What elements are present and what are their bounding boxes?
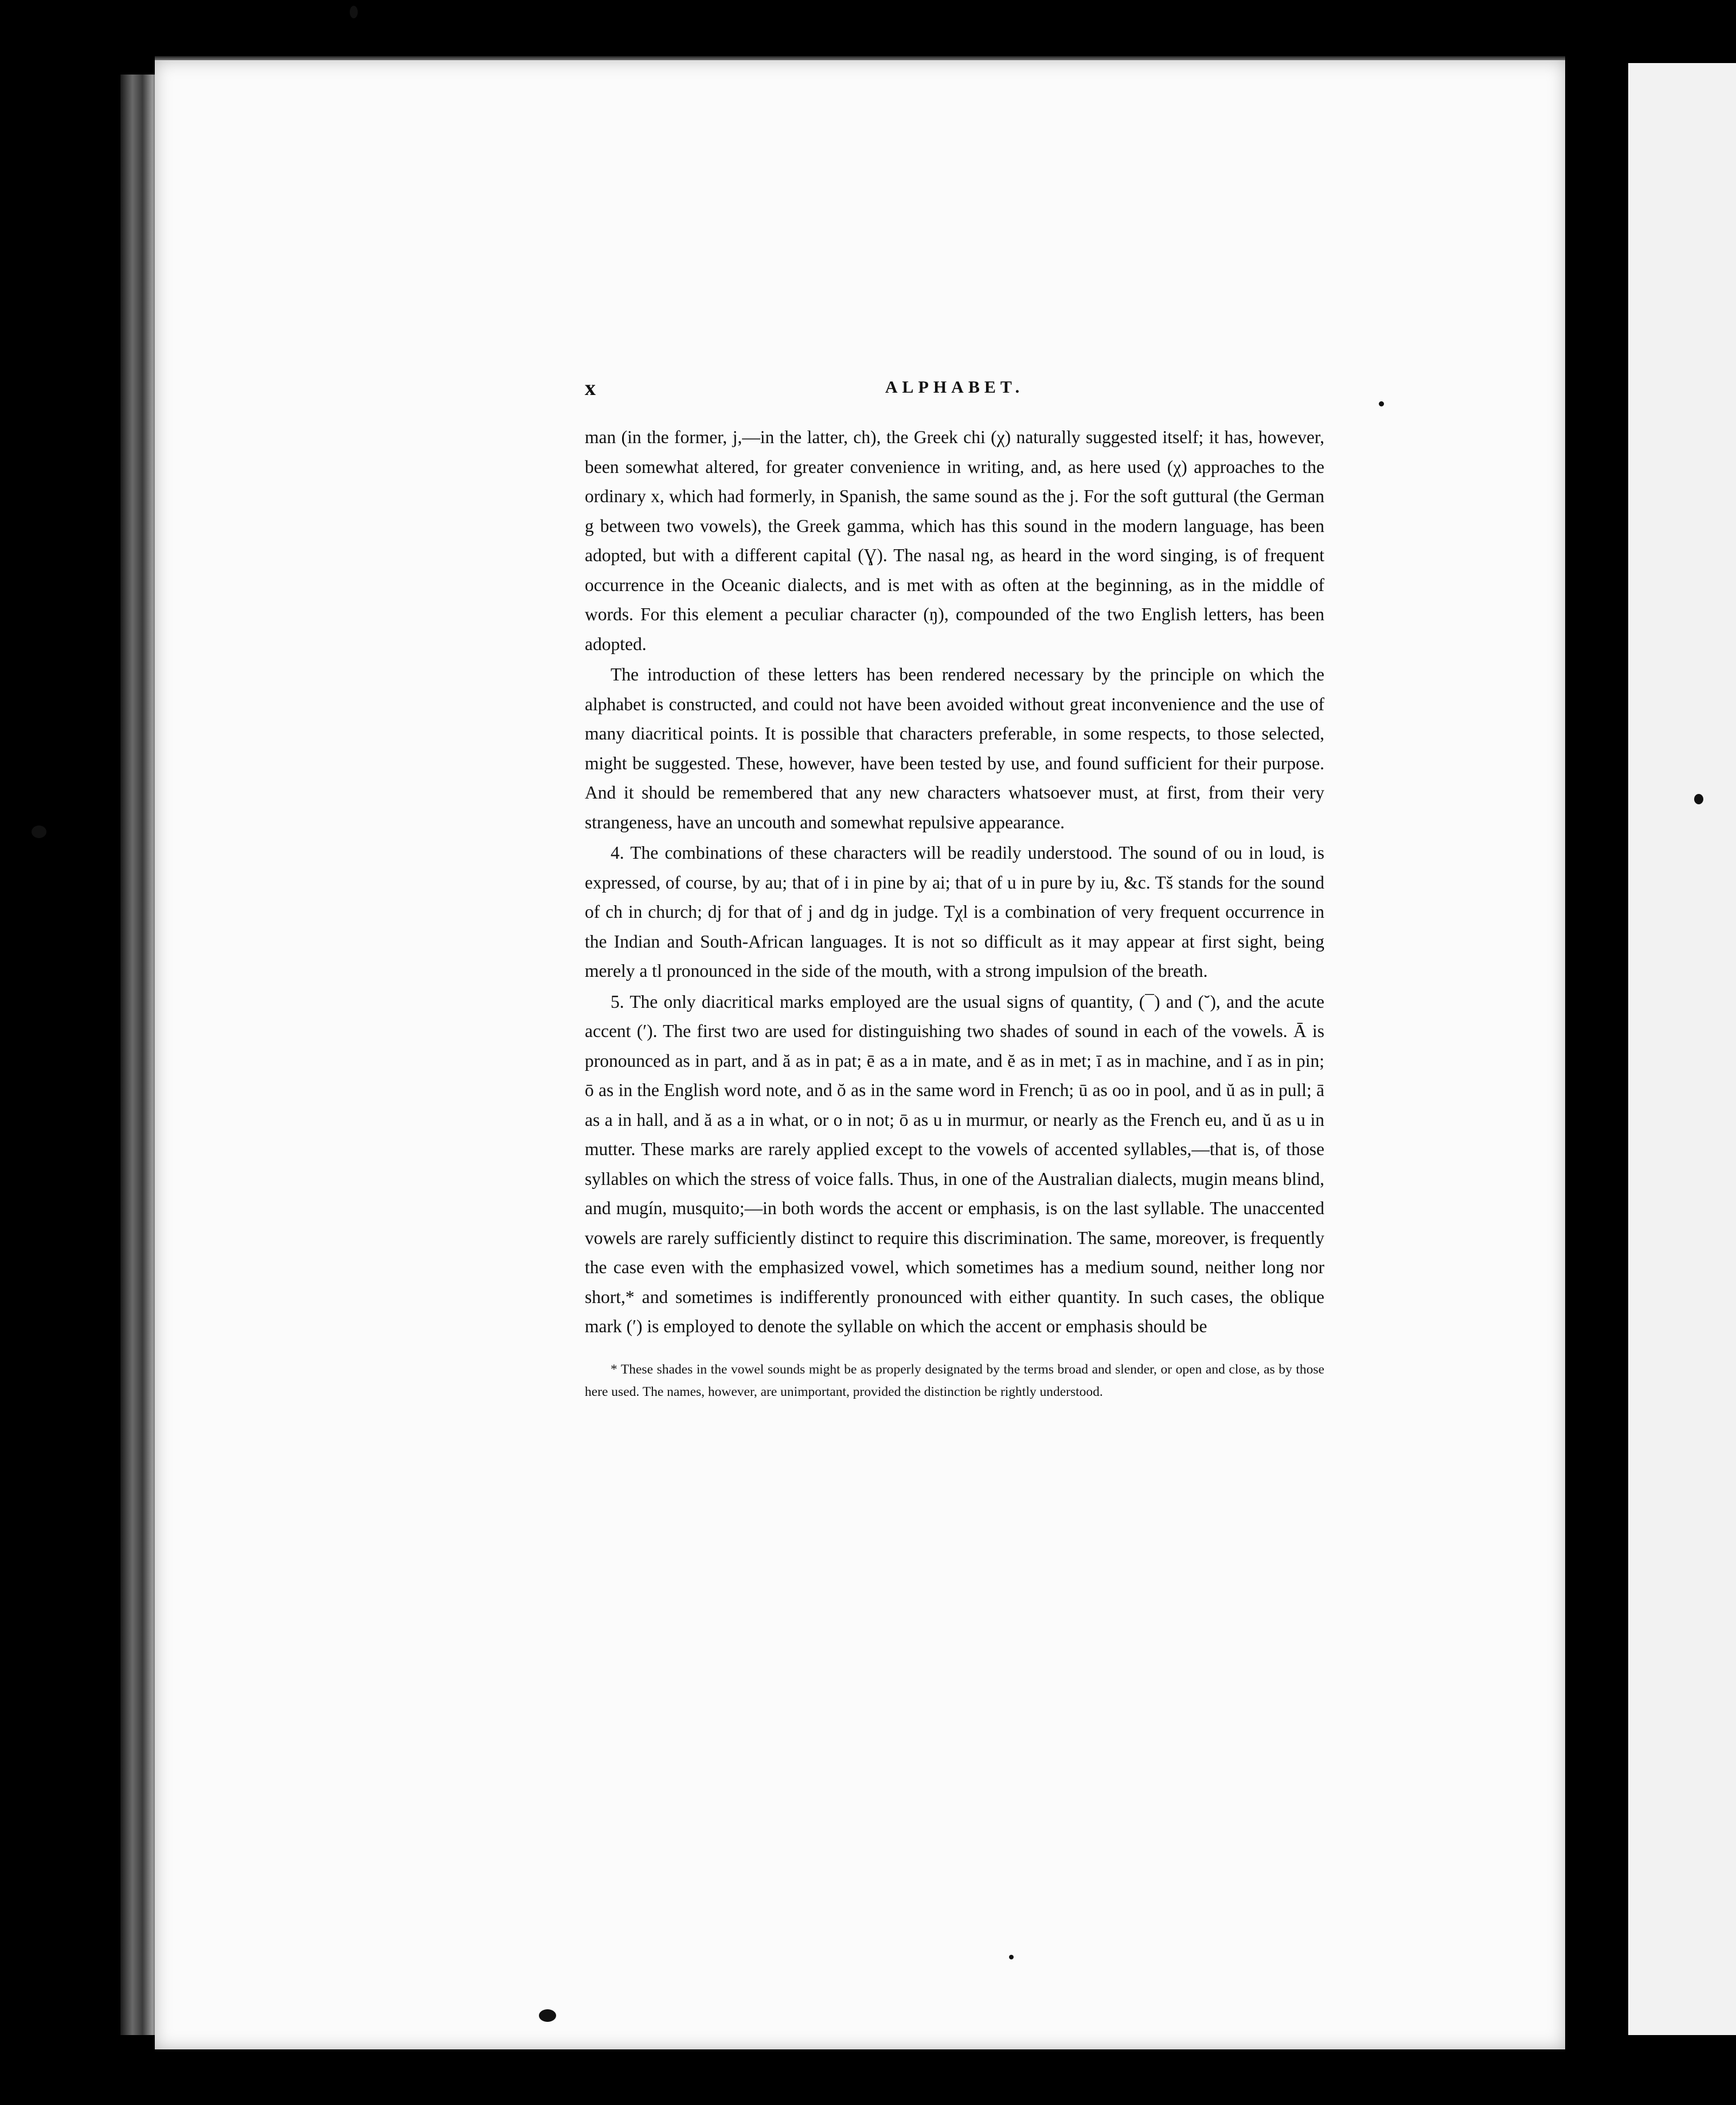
running-title: ALPHABET. bbox=[885, 378, 1025, 397]
scan-speck bbox=[1379, 401, 1384, 406]
paragraph-5-diacritical-marks: 5. The only diacritical marks employed are the usual signs of quantity, (¯) and (˘), and the acute accent (′). The first two are used for distinguishing two shades of sound in each of the vowels. Ā is pronounced as in part, and ă as in pat; ē as a in mate, and ĕ as in met; ī as in machine, and ĭ as in pin; ō as in the English word note, and ŏ as in the same word in French; ū as oo in pool, and ŭ as in pull; ā as a in hall, and ă as a in what, or o in not; ō as u in murmur, or nearly as the French eu, and ŭ as u in mutter. These marks are rarely applied except to the vowels of accented syllables,—that is, of those syllables on which the stress of voice falls. Thus, in one of the Australian dialects, mugin means blind, and mugín, musquito;—in both words the accent or emphasis, is on the last syllable. The unaccented vowels are rarely sufficiently distinct to require this discrimination. The same, moreover, is frequently the case even with the emphasized vowel, which sometimes has a medium sound, neither long nor short,* and sometimes is indifferently pronounced with either quantity. In such cases, the oblique mark (′) is employed to denote the syllable on which the accent or emphasis should be bbox=[585, 991, 1324, 1336]
running-head bbox=[585, 375, 1324, 410]
scan-speck bbox=[350, 6, 358, 18]
scan-speck bbox=[1009, 1955, 1014, 1959]
scan-speck bbox=[539, 2009, 556, 2022]
footnote: * These shades in the vowel sounds might be as properly designated by the terms broad and slender, or open and close, as by those here used. The names, however, are unimportant, provided the distinction be rightly understood. bbox=[585, 1361, 1324, 1399]
page-text-block bbox=[585, 375, 1324, 1403]
page-number: x bbox=[585, 376, 596, 400]
paragraph-continuation: man (in the former, j,—in the latter, ch), the Greek chi (χ) naturally suggested itself; it has, however, been somewhat altered, for greater convenience in writing, and, as here used (χ) approaches to the ordinary x, which had formerly, in Spanish, the same sound as the j. For the soft guttural (the German g between two vowels), the Greek gamma, which has this sound in the modern language, has been adopted, but with a different capital (Ɣ). The nasal ng, as heard in the word singing, is of frequent occurrence in the Oceanic dialects, and is met with as often at the beginning, as in the middle of words. For this element a peculiar character (ŋ), compounded of the two English letters, has been adopted. bbox=[585, 427, 1324, 654]
paragraph-introduction-of-letters: The introduction of these letters has been rendered necessary by the principle on which the alphabet is constructed, and could not have been avoided without great inconvenience and the use of many diacritical points. It is possible that characters preferable, in some respects, to those selected, might be suggested. These, however, have been tested by use, and found sufficient for their purpose. And it should be remembered that any new characters whatsoever must, at first, from their very strangeness, have an uncouth and somewhat repulsive appearance. bbox=[585, 664, 1324, 832]
facing-page-edge bbox=[1628, 63, 1736, 2035]
paragraph-4-combinations: 4. The combinations of these characters will be readily understood. The sound of ou in loud, is expressed, of course, by au; that of i in pine by ai; that of u in pure by iu, &c. Tš stands for the sound of ch in church; dj for that of j and dg in judge. Tχl is a combination of very frequent occurrence in the Indian and South-African languages. It is not so difficult as it may appear at first sight, being merely a tl pronounced in the side of the mouth, with a strong impulsion of the breath. bbox=[585, 843, 1324, 981]
scan-speck bbox=[32, 825, 46, 838]
scan-speck bbox=[1694, 794, 1703, 804]
